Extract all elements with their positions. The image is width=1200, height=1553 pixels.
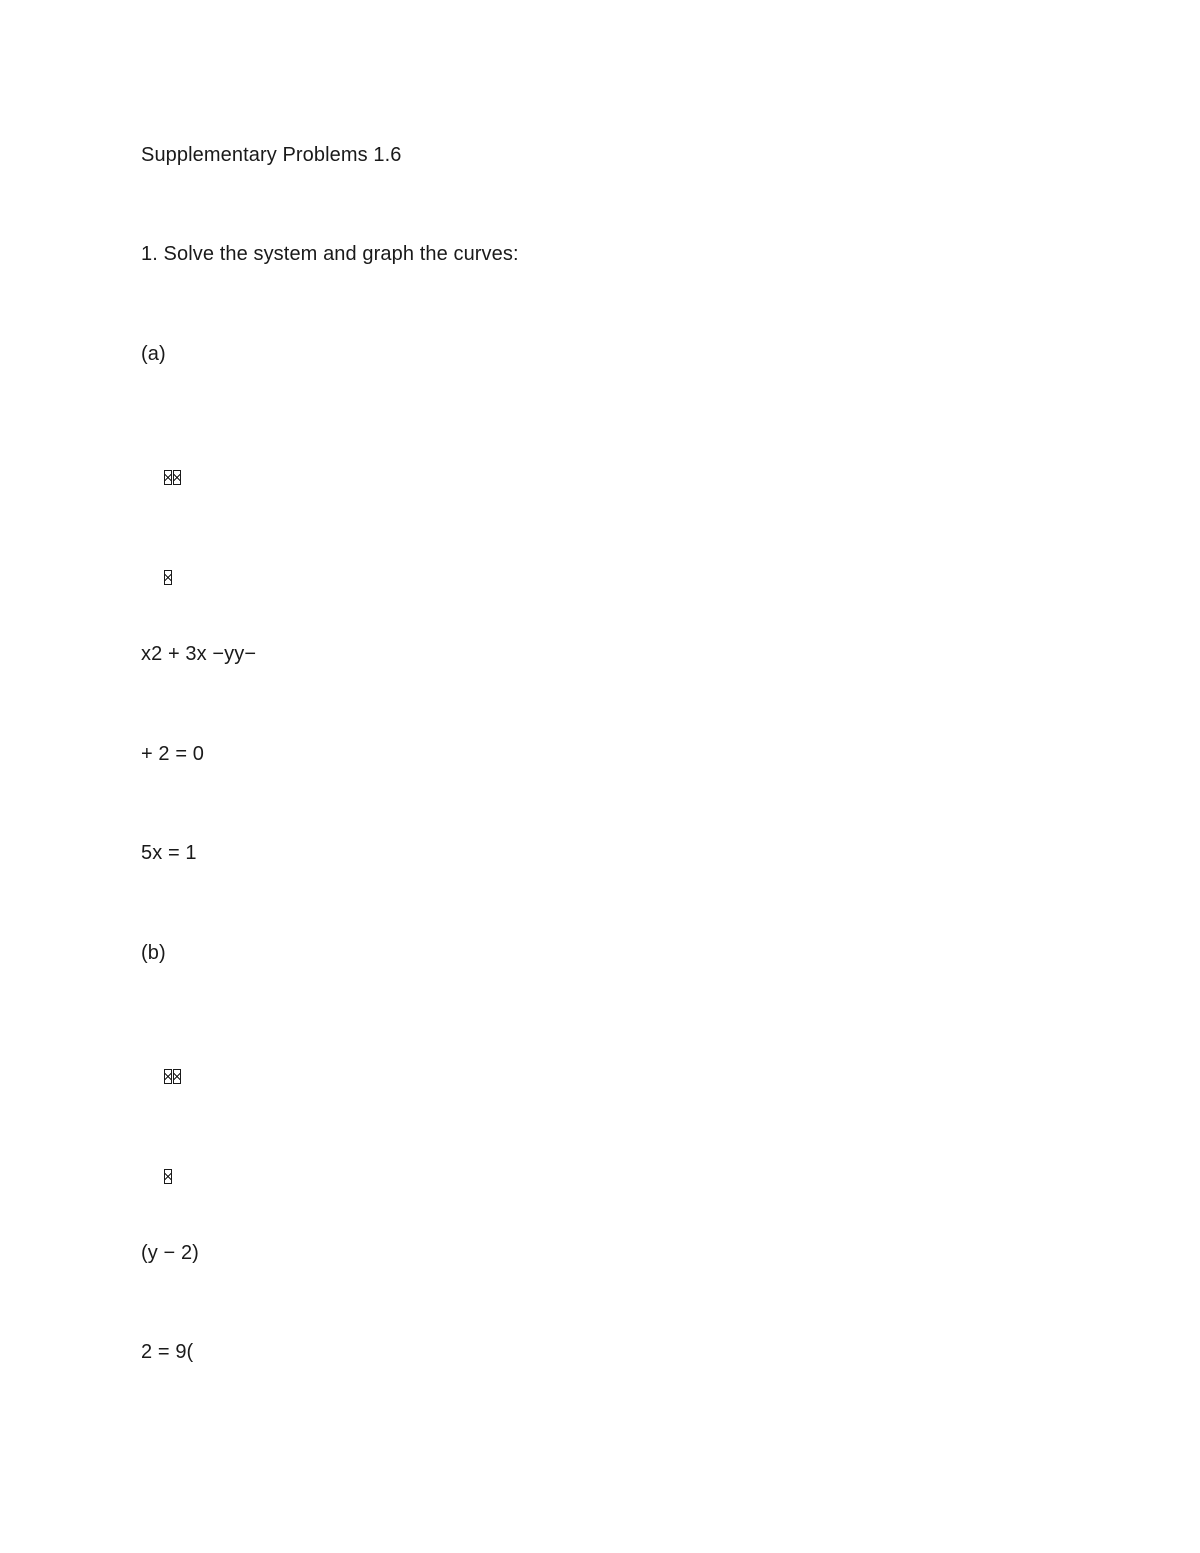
- missing-glyph-icon: [164, 1169, 172, 1184]
- part-b-brace-top-glyphs: [141, 1041, 182, 1113]
- part-b-equation-line-1: (y − 2): [141, 1242, 199, 1264]
- part-b-brace-mid-glyph: [141, 1141, 173, 1213]
- missing-glyph-icon: [164, 470, 172, 485]
- part-b-equation-line-2: 2 = 9(: [141, 1341, 194, 1363]
- missing-glyph-icon: [164, 1069, 172, 1084]
- problem-1-heading: 1. Solve the system and graph the curves:: [141, 243, 519, 265]
- missing-glyph-icon: [173, 470, 181, 485]
- part-a-label: (a): [141, 343, 166, 365]
- part-a-brace-top-glyphs: [141, 442, 182, 514]
- part-a-equation-line-3: 5x = 1: [141, 842, 197, 864]
- part-a-equation-line-2: + 2 = 0: [141, 743, 204, 765]
- part-b-label: (b): [141, 942, 166, 964]
- part-a-equation-line-1: x2 + 3x −yy−: [141, 643, 257, 665]
- missing-glyph-icon: [173, 1069, 181, 1084]
- part-a-brace-mid-glyph: [141, 542, 173, 614]
- missing-glyph-icon: [164, 570, 172, 585]
- document-title: Supplementary Problems 1.6: [141, 144, 402, 166]
